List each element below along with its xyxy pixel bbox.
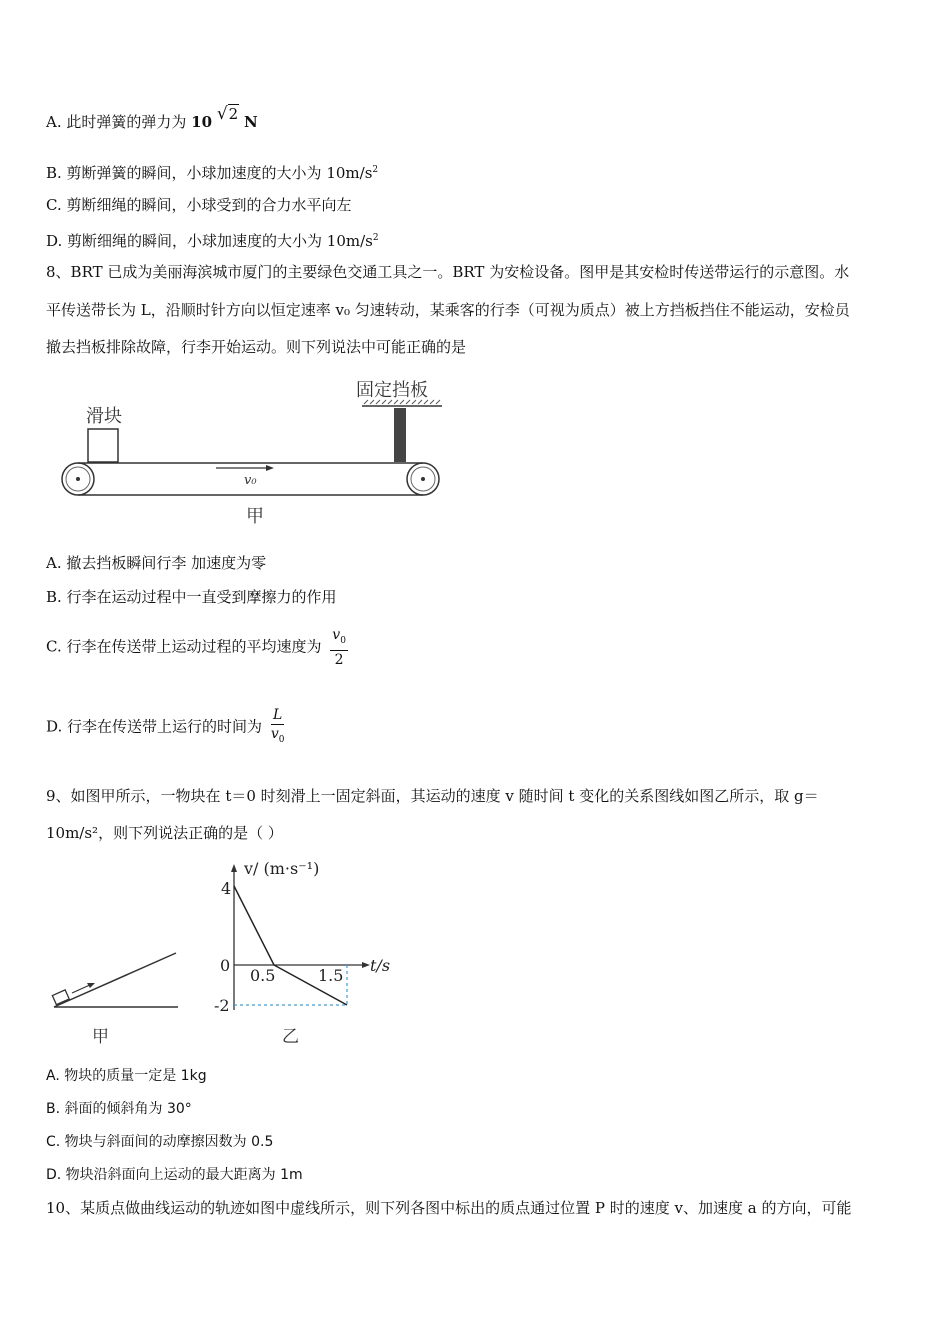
q7-option-d-text: D. 剪断细绳的瞬间，小球加速度的大小为 10m/s — [46, 232, 373, 250]
q8-stem-line-2: 平传送带长为 L，沿顺时针方向以恒定速率 v₀ 匀速转动，某乘客的行李（可视为质点）被上方挡板挡住不能运动，安检员 — [46, 301, 850, 319]
q7-option-b-text: B. 剪断弹簧的瞬间，小球加速度的大小为 10m/s — [46, 164, 373, 182]
q8-option-d-numerator: L — [271, 706, 285, 725]
q9-stem-line-2: 10m/s²，则下列说法正确的是（ ） — [46, 824, 283, 842]
q8-option-d — [46, 706, 284, 749]
figure-caption-yi: 乙 — [282, 1027, 299, 1047]
q8-stem-line-3: 撤去挡板排除故障，行李开始运动。则下列说法中可能正确的是 — [46, 338, 467, 356]
tick-x-0-5: 0.5 — [250, 966, 276, 985]
y-axis-label: v/ (m·s⁻¹) — [244, 859, 320, 878]
incline-slope — [54, 953, 176, 1007]
tick-y-minus-2: -2 — [214, 996, 230, 1015]
fixed-baffle — [394, 408, 406, 462]
q8-option-d-denominator-sub: 0 — [278, 734, 285, 745]
tick-x-1-5: 1.5 — [318, 966, 344, 985]
tick-y-0: 0 — [220, 956, 231, 975]
q8-option-c-text: C. 行李在传送带上运动过程的平均速度为 — [46, 637, 322, 656]
q9-option-b: B. 斜面的倾斜角为 30° — [46, 1101, 192, 1117]
velocity-line — [234, 886, 347, 1005]
tick-y-4: 4 — [221, 879, 232, 898]
q7-option-d — [46, 228, 379, 251]
q8-option-b: B. 行李在运动过程中一直受到摩擦力的作用 — [46, 588, 337, 606]
figure-caption-jia: 甲 — [246, 506, 264, 527]
q8-option-c-numerator: v — [332, 627, 341, 643]
q9-option-a: A. 物块的质量一定是 1kg — [46, 1068, 207, 1084]
slider-block — [88, 429, 118, 462]
figure-caption-jia-2: 甲 — [92, 1027, 109, 1047]
q8-option-a: A. 撤去挡板瞬间行李 加速度为零 — [46, 554, 267, 572]
q7-option-a — [46, 104, 258, 132]
q7-option-c: C. 剪断细绳的瞬间，小球受到的合力水平向左 — [46, 196, 352, 214]
q8-option-c-numerator-sub: 0 — [340, 635, 346, 646]
q7-option-b-sup: 2 — [372, 165, 379, 175]
q8-option-c-denominator: 2 — [334, 651, 344, 668]
block-on-incline — [52, 990, 69, 1005]
q9-stem-line-1: 9、如图甲所示，一物块在 t＝0 时刻滑上一固定斜面，其运动的速度 v 随时间 t 变化的关系图线如图乙所示，取 g＝ — [46, 787, 819, 805]
q10-stem-line-1: 10、某质点做曲线运动的轨迹如图中虚线所示，则下列各图中标出的质点通过位置 P 时的速度 v、加速度 a 的方向，可能 — [46, 1199, 852, 1217]
q8-option-d-text: D. 行李在传送带上运行的时间为 — [46, 717, 263, 736]
q7-option-d-sup: 2 — [372, 233, 379, 243]
q7-option-a-number: 10 — [191, 113, 213, 131]
conveyor-belt-figure — [56, 372, 456, 532]
x-axis-label: t/s — [370, 956, 391, 975]
q8-option-d-denominator: v — [270, 726, 279, 742]
q7-option-a-text: A. 此时弹簧的弹力为 — [46, 113, 187, 131]
velocity-label: v₀ — [244, 473, 257, 488]
q7-option-b — [46, 160, 378, 183]
q8-stem-line-1: 8、BRT 已成为美丽海滨城市厦门的主要绿色交通工具之一。BRT 为安检设备。图甲是其安检时传送带运行的示意图。水 — [46, 263, 850, 281]
q9-option-c: C. 物块与斜面间的动摩擦因数为 0.5 — [46, 1134, 274, 1150]
q9-option-d: D. 物块沿斜面向上运动的最大距离为 1m — [46, 1167, 303, 1183]
velocity-time-graph — [206, 850, 406, 1050]
sqrt-symbol: √2 — [216, 104, 239, 124]
fraction-L-over-v0 — [271, 706, 285, 749]
fraction-v0-over-2 — [330, 626, 348, 669]
q8-option-c — [46, 626, 348, 669]
slider-label: 滑块 — [86, 406, 122, 427]
q7-option-a-radicand: 2 — [228, 105, 239, 123]
q7-option-a-unit: N — [243, 113, 258, 131]
incline-figure — [46, 940, 186, 1050]
baffle-label: 固定挡板 — [356, 380, 428, 401]
